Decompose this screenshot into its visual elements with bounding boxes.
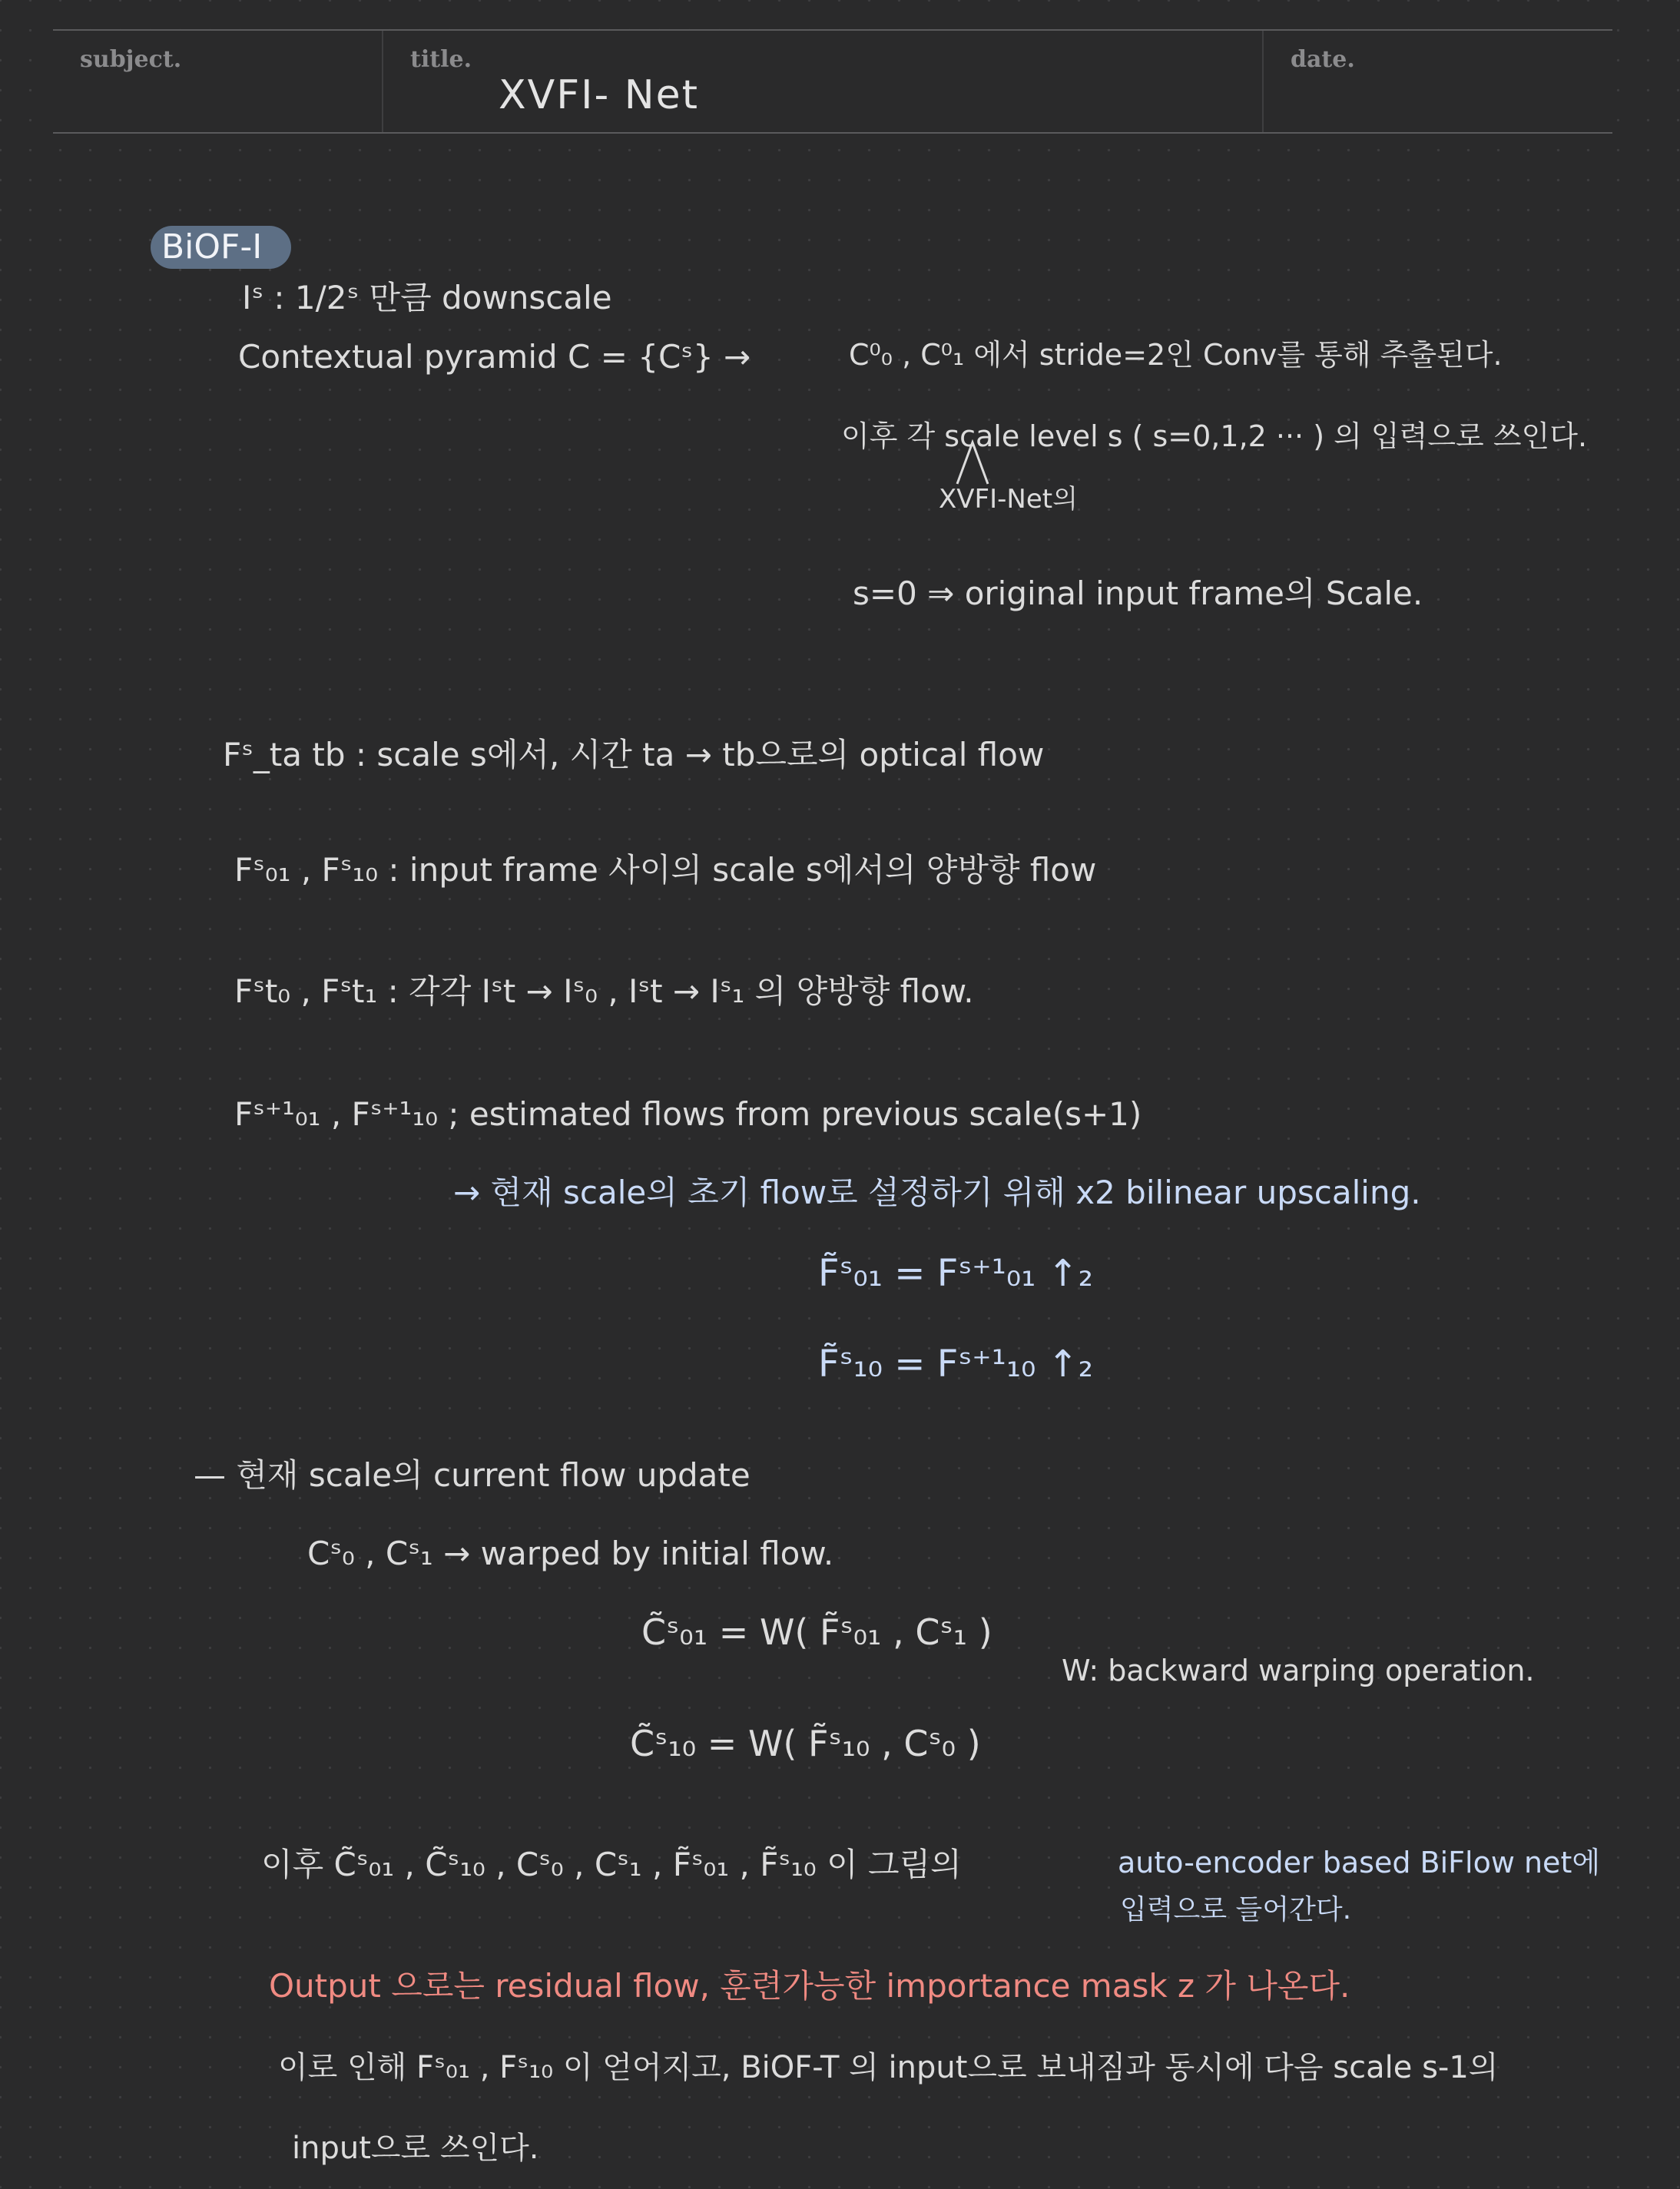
page-header <box>53 29 1612 134</box>
note-line-biflow-net: auto-encoder based BiFlow net에 <box>1118 1846 1601 1879</box>
note-line-upscaling: → 현재 scale의 초기 flow로 설정하기 위해 x2 bilinear upscaling. <box>453 1174 1421 1211</box>
note-line-warped: Cˢ₀ , Cˢ₁ → warped by initial flow. <box>307 1535 834 1572</box>
note-line-flow-update: — 현재 scale의 current flow update <box>194 1456 751 1494</box>
note-line-output: Output 으로는 residual flow, 훈련가능한 importance mask z 가 나온다. <box>269 1967 1350 2005</box>
date-cell <box>1264 31 1612 132</box>
note-line-downscale: Iˢ : 1/2ˢ 만큼 downscale <box>242 279 612 316</box>
note-line-intermediate-flow: Fˢt₀ , Fˢt₁ : 각각 Iˢt → Iˢ₀ , Iˢt → Iˢ₁ 의 양방향 flow. <box>234 972 974 1010</box>
title-label: title. <box>410 46 472 73</box>
note-line-inputs-list: 이후 C̃ˢ₀₁ , C̃ˢ₁₀ , Cˢ₀ , Cˢ₁ , F̃ˢ₀₁ , F̃ˢ₁₀ 이 그림의 <box>261 1846 962 1883</box>
note-line-previous-scale: Fˢ⁺¹₀₁ , Fˢ⁺¹₁₀ ; estimated flows from previous scale(s+1) <box>234 1095 1142 1133</box>
page-title: XVFI- Net <box>499 72 700 118</box>
note-line-pyramid: Contextual pyramid C = {Cˢ} → <box>238 338 751 376</box>
note-line-result: 이로 인해 Fˢ₀₁ , Fˢ₁₀ 이 얻어지고, BiOF-T 의 input으로 보내짐과 동시에 다음 scale s-1의 <box>278 2050 1499 2085</box>
equation-upscale-01: F̃ˢ₀₁ = Fˢ⁺¹₀₁ ↑₂ <box>818 1252 1094 1295</box>
equation-warp-10: C̃ˢ₁₀ = W( F̃ˢ₁₀ , Cˢ₀ ) <box>630 1723 981 1764</box>
note-line-warping-def: W: backward warping operation. <box>1062 1654 1535 1687</box>
section-tag: BiOF-I <box>161 227 263 267</box>
note-line-stride-conv: C⁰₀ , C⁰₁ 에서 stride=2인 Conv를 통해 추출된다. <box>849 338 1503 372</box>
subject-cell <box>53 31 383 132</box>
title-cell <box>383 31 1264 132</box>
insert-caret-icon <box>954 439 992 485</box>
equation-warp-01: C̃ˢ₀₁ = W( F̃ˢ₀₁ , Cˢ₁ ) <box>641 1611 992 1653</box>
subject-label: subject. <box>80 46 182 73</box>
note-line-optical-flow-def: Fˢ_ta tb : scale s에서, 시간 ta → tb으로의 optical flow <box>223 736 1045 773</box>
note-line-bidirectional-flow: Fˢ₀₁ , Fˢ₁₀ : input frame 사이의 scale s에서의 양방향 flow <box>234 851 1097 889</box>
note-line-scale-level: 이후 각 scale level s ( s=0,1,2 ··· ) 의 입력으로 쓰인다. <box>841 419 1588 453</box>
note-line-original-scale: s=0 ⇒ original input frame의 Scale. <box>853 575 1423 612</box>
date-label: date. <box>1291 46 1355 73</box>
equation-upscale-10: F̃ˢ₁₀ = Fˢ⁺¹₁₀ ↑₂ <box>818 1343 1094 1386</box>
note-line-scale-level-insert: XVFI-Net의 <box>939 484 1078 515</box>
note-line-biflow-input: 입력으로 들어간다. <box>1120 1894 1352 1926</box>
note-line-next-scale: input으로 쓰인다. <box>292 2131 539 2166</box>
